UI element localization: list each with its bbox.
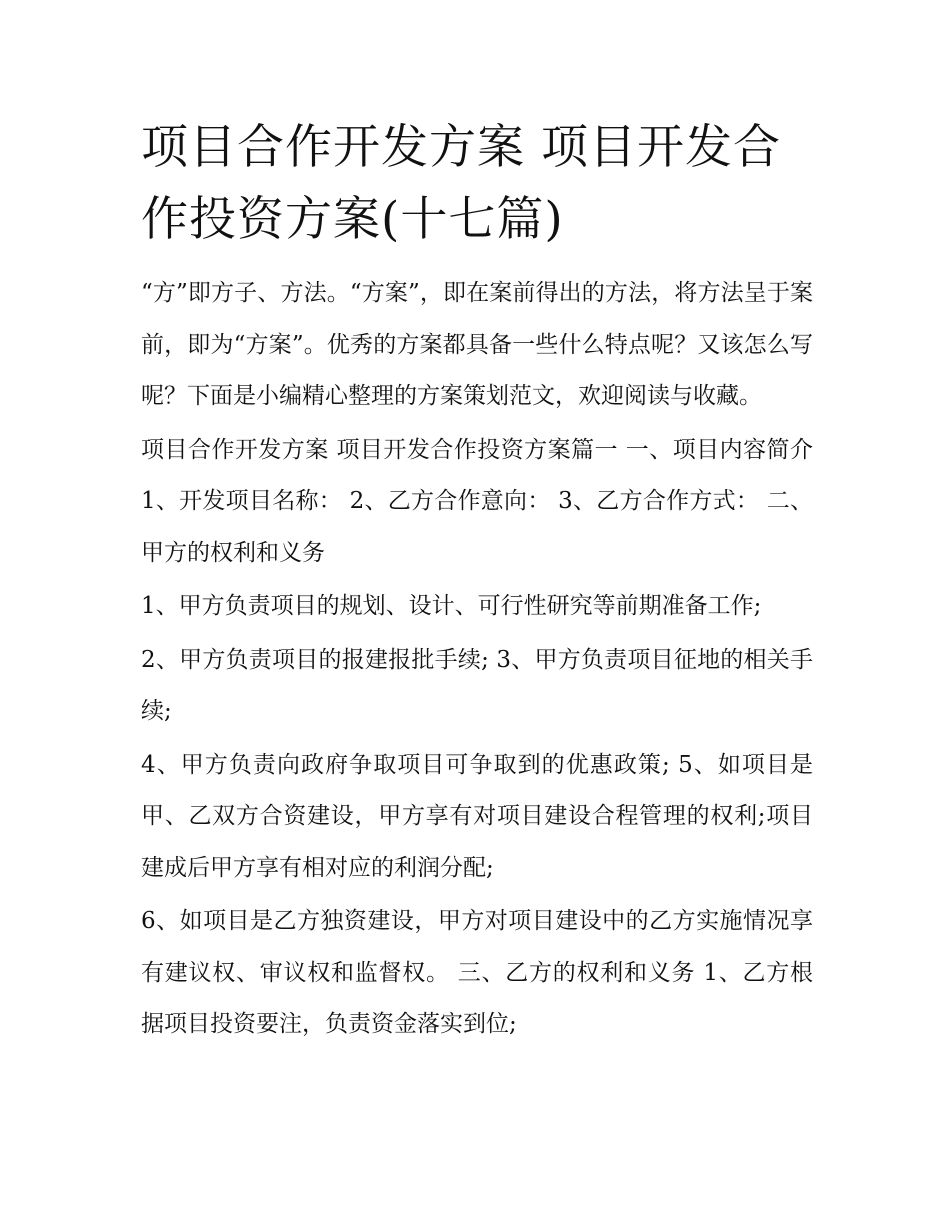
paragraph-item-2-3: 2、甲方负责项目的报建报批手续; 3、甲方负责项目征地的相关手续;: [141, 646, 813, 724]
paragraph-item-1: 1、甲方负责项目的规划、设计、可行性研究等前期准备工作;: [141, 593, 762, 619]
paragraph-item-4-5: 4、甲方负责向政府争取项目可争取到的优惠政策; 5、如项目是甲、乙双方合资建设，甲方享有对项目建设合程管理的权利;项目建成后甲方享有相对应的利润分配;: [141, 751, 813, 881]
document-title: 项目合作开发方案 项目开发合作投资方案(十七篇): [141, 120, 781, 247]
paragraph-item-6: 6、如项目是乙方独资建设，甲方对项目建设中的乙方实施情况享有建议权、审议权和监督权。 三、乙方的权利和义务 1、乙方根据项目投资要注，负责资金落实到位;: [141, 908, 813, 1037]
paragraph-intro: “方”即方子、方法。“方案”，即在案前得出的方法，将方法呈于案前，即为“方案”。优秀的方案都具备一些什么特点呢？又该怎么写呢？下面是小编精心整理的方案策划范文，欢迎阅读与收藏。: [141, 280, 813, 409]
document-body: [141, 112, 813, 1051]
paragraph-section-one: 项目合作开发方案 项目开发合作投资方案篇一 一、项目内容简介 1、开发项目名称： 2、乙方合作意向： 3、乙方合作方式： 二、甲方的权利和义务: [141, 436, 813, 566]
